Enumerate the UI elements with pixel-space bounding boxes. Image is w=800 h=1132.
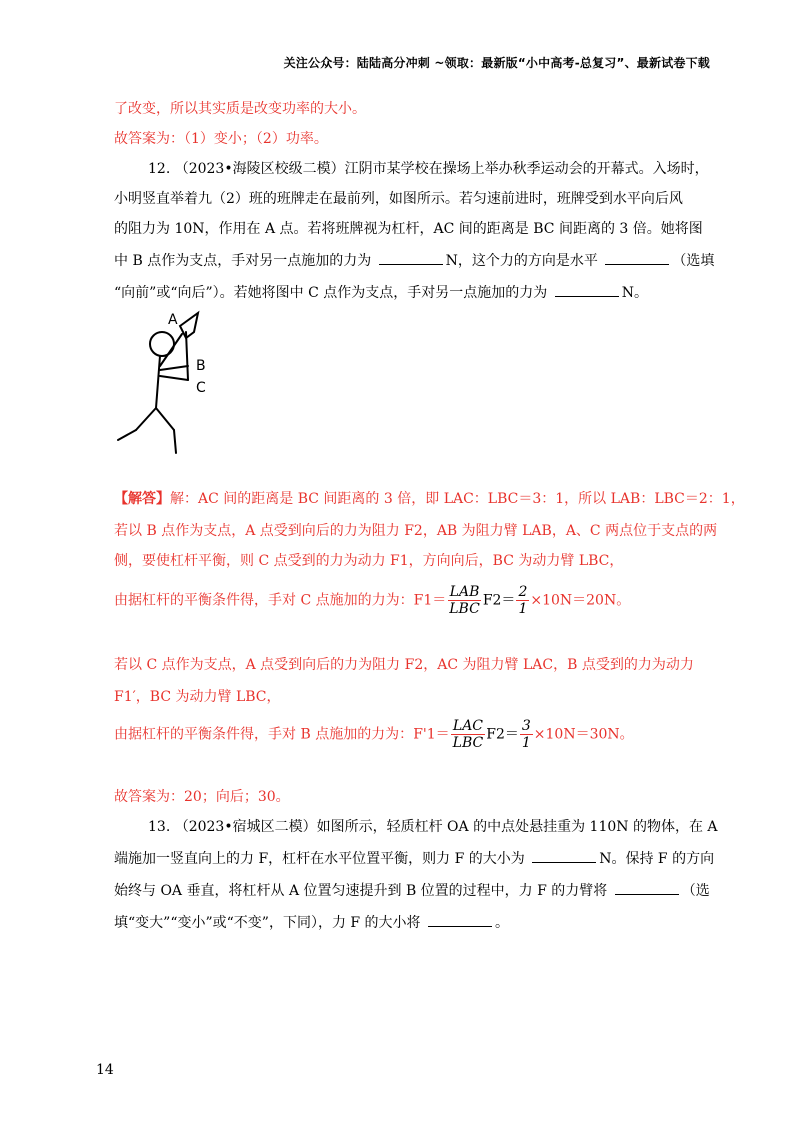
- label-c: C: [196, 380, 206, 396]
- q13-line-2: [114, 848, 714, 868]
- formula-result: ×10N＝30N。: [533, 726, 634, 743]
- solution-text: 解：AC 间的距离是 BC 间距离的 3 倍，即 LAC：LBC＝3：1，所以 LAB：LBC＝2：1，: [170, 491, 745, 507]
- solution-line-5: 若以 C 点作为支点，A 点受到向后的力为阻力 F2，AC 为阻力臂 LAC，B 点受到的力为动力: [114, 657, 694, 673]
- fraction-3-1: [520, 718, 533, 751]
- stick-figure-svg: [110, 308, 220, 458]
- fraction-denominator: LBC: [452, 735, 484, 751]
- solution-answer: 故答案为：20；向后；30。: [114, 789, 290, 805]
- formula-result: ×10N＝20N。: [530, 592, 631, 609]
- stick-figure-diagram: [110, 308, 220, 458]
- formula-lhs: F1＝: [413, 592, 447, 609]
- answer-blank: [605, 263, 669, 265]
- q12-text: （选填: [672, 253, 715, 269]
- q12-line-1: 12. （2023•海陵区校级二模）江阴市某学校在操场上举办秋季运动会的开幕式。入场时，: [148, 161, 709, 177]
- q13-text: （选: [681, 883, 710, 899]
- page-number: 14: [96, 1062, 114, 1078]
- q12-line-5: [114, 282, 648, 302]
- fraction-denominator: LBC: [449, 601, 480, 617]
- fraction-numerator: LAC: [452, 718, 484, 734]
- fraction-lac-lbc: [451, 718, 486, 751]
- q13-line-4: [114, 912, 509, 932]
- q13-text: 填“变大”“变小”或“不变”，下同），力 F 的大小将: [114, 915, 426, 931]
- q12-line-2: 小明竖直举着九（2）班的班牌走在最前列，如图所示。若匀速前进时，班牌受到水平向后风: [114, 191, 683, 207]
- fraction-numerator: 2: [518, 584, 528, 600]
- q13-text: N。保持 F 的方向: [599, 851, 715, 867]
- solution-text: 由据杠杆的平衡条件得，手对 B 点施加的力为：: [114, 726, 414, 743]
- fraction-numerator: 3: [521, 718, 531, 734]
- solution-line-6: F1′，BC 为动力臂 LBC，: [114, 689, 281, 705]
- label-a: A: [168, 312, 178, 328]
- formula-lhs: F'1＝: [413, 726, 450, 743]
- fraction-lab-lbc: [447, 584, 482, 617]
- formula-mid: F2＝: [482, 592, 516, 609]
- q12-line-4: [114, 250, 714, 270]
- q13-text: 。: [495, 915, 510, 931]
- label-b: B: [196, 358, 206, 374]
- q13-line-1: 13. （2023•宿城区二模）如图所示，轻质杠杆 OA 的中点处悬挂重为 110N 的物体，在 A: [148, 819, 718, 835]
- solution-line-4: [114, 584, 630, 617]
- q12-text: N。: [621, 285, 648, 301]
- solution-line-3: 侧，要使杠杆平衡，则 C 点受到的力为动力 F1，方向向后，BC 为动力臂 LBC，: [114, 553, 624, 569]
- answer-blank: [532, 861, 596, 863]
- answer-blank: [428, 925, 492, 927]
- fraction-2-1: [516, 584, 529, 617]
- formula-mid: F2＝: [486, 726, 519, 743]
- prev-answer: 故答案为：（1）变小；（2）功率。: [114, 131, 328, 147]
- q13-text: 始终与 OA 垂直，将杠杆从 A 位置匀速提升到 B 位置的过程中，力 F 的力臂将: [114, 883, 612, 899]
- q12-line-3: 的阻力为 10N，作用在 A 点。若将班牌视为杠杆，AC 间的距离是 BC 间距离的 3 倍。她将图: [114, 221, 703, 237]
- q12-text: “向前”或“向后”）。若她将图中 C 点作为支点，手对另一点施加的力为: [114, 285, 552, 301]
- answer-blank: [555, 295, 619, 297]
- q12-text: 中 B 点作为支点，手对另一点施加的力为: [114, 253, 376, 269]
- page-header: 关注公众号：陆陆高分冲刺 ~领取：最新版“小中高考-总复习”、最新试卷下载: [283, 56, 710, 70]
- q13-line-3: [114, 880, 710, 900]
- answer-blank: [615, 893, 679, 895]
- q12-text: N，这个力的方向是水平: [445, 253, 603, 269]
- fraction-denominator: 1: [521, 735, 531, 751]
- fraction-numerator: LAB: [449, 584, 480, 600]
- solution-text: 由据杠杆的平衡条件得，手对 C 点施加的力为：: [114, 592, 414, 609]
- answer-blank: [379, 263, 443, 265]
- fraction-denominator: 1: [518, 601, 528, 617]
- solution-line-1: [114, 488, 745, 508]
- solution-tag: 【解答】: [114, 491, 170, 507]
- prev-explanation: 了改变，所以其实质是改变功率的大小。: [114, 101, 366, 117]
- q13-text: 端施加一竖直向上的力 F，杠杆在水平位置平衡，则力 F 的大小为: [114, 851, 530, 867]
- sign-pole: [186, 332, 188, 380]
- solution-line-2: 若以 B 点作为支点，A 点受到向后的力为阻力 F2，AB 为阻力臂 LAB，A、C 两点位于支点的两: [114, 523, 718, 539]
- solution-line-7: [114, 718, 634, 751]
